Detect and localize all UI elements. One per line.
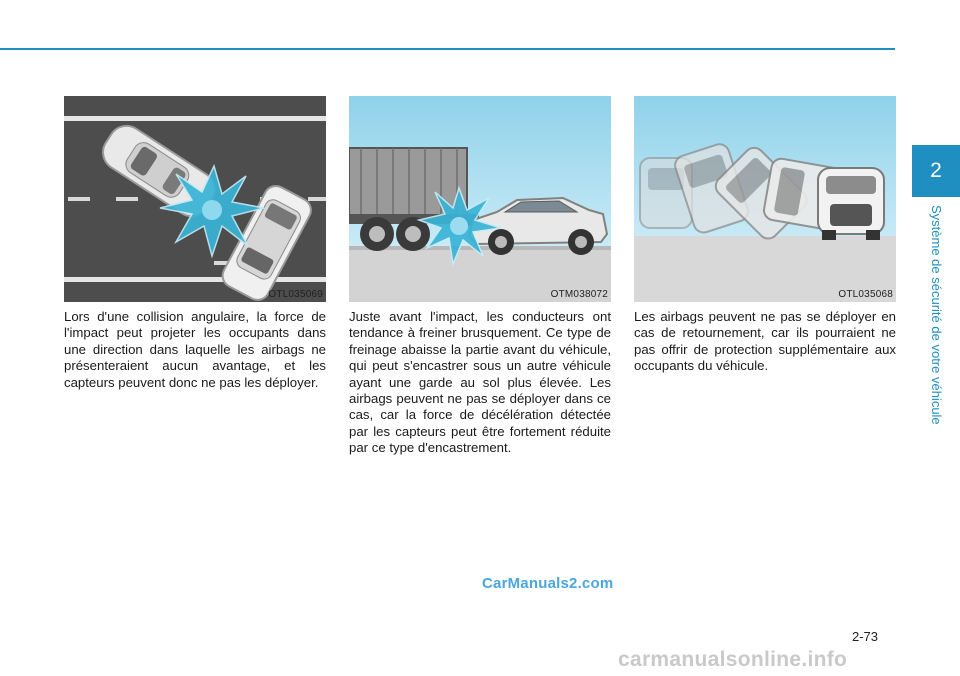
page-number: 2-73	[852, 629, 879, 644]
footer-site: carmanualsonline.info	[618, 648, 848, 671]
figure-code: OTM038072	[550, 289, 608, 300]
angular-collision-text: Lors d'une collision angulaire, la force de l'impact peut projeter les occupants dans une direction dans laquelle les airbags ne présenteraient aucun avantage, et les capteurs peuvent donc ne pas les déployer.	[64, 309, 326, 390]
column-rollover	[634, 96, 896, 375]
figure-code: OTL035068	[838, 289, 893, 300]
figure-code: OTL035069	[268, 289, 323, 300]
angular-collision-illustration	[64, 96, 326, 302]
rollover-text: Les airbags peuvent ne pas se déployer en cas de retournement, car ils pourraient ne pas offrir de protection supplémentaire aux occupants du véhicule.	[634, 309, 896, 374]
rollover-drawing	[634, 96, 896, 302]
underride-illustration	[349, 96, 611, 302]
underride-text: Juste avant l'impact, les conducteurs ont tendance à freiner brusquement. Ce type de freinage abaisse la partie avant du véhicule, qui peut s'encastrer sous un autre véhicule ayant une garde au sol plus élevée. Les airbags peuvent ne pas se déployer dans ce cas, car la force de décélération détectée par les capteurs peut être fortement réduite par ce type d'encastrement.	[349, 309, 611, 456]
header-rule	[0, 48, 895, 50]
chapter-title: Système de sécurité de votre véhicule	[929, 205, 944, 425]
chapter-number: 2	[930, 159, 942, 182]
column-angular-collision	[64, 96, 326, 391]
underride-drawing	[349, 96, 611, 302]
watermark: CarManuals2.com	[482, 575, 614, 592]
column-underride	[349, 96, 611, 457]
rollover-illustration	[634, 96, 896, 302]
angular-collision-drawing	[64, 96, 326, 302]
chapter-number-tab	[912, 145, 960, 197]
